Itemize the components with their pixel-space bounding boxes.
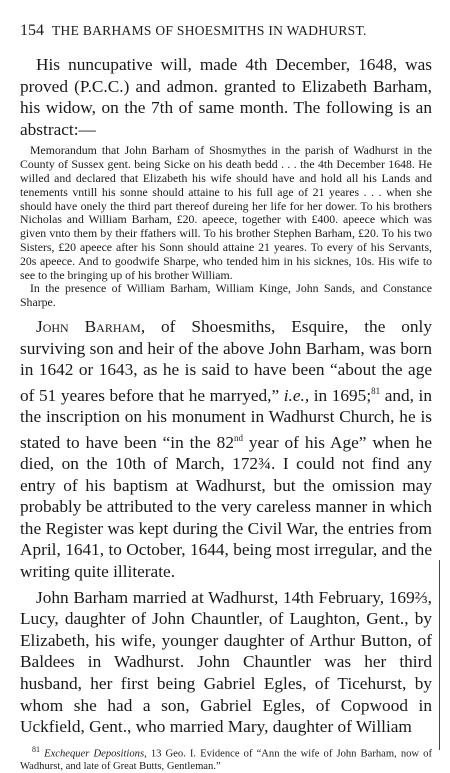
footnote-number: 81	[32, 744, 40, 754]
page-number: 154	[20, 22, 44, 39]
witnesses-note: In the presence of William Barham, William Kinge, John Sands, and Constance Sharpe.	[20, 281, 432, 310]
paragraph-will: His nuncupative will, made 4th December, 1648, was proved (P.C.C.) and admon. granted to Elizabeth Barham, his widow, on the 7th of same month. The following is an abstract:—	[20, 55, 432, 139]
footnote-source: Exchequer Depositions,	[44, 748, 147, 760]
footnote-reference: 81	[371, 385, 381, 396]
paragraph-john-barham: John Barham, of Shoesmiths, Esquire, the only surviving son and heir of the above John Barham, was born in 1642 or 1643, as he is said to have been “about the age of 51 yeares before that he marryed,” i.e., in 1695;$^{81}$ and, in the inscription on his monument in Wadhurst Church, he is stated to have been “in the 82nd year of his Age” when he died, on the 10th of March, 172¾. I could not find any entry of his baptism at Wadhurst, but the omission may probably be attributed to the very careless manner in which the Register was kept during the Civil War, the entries from April, 1641, to October, 1644, being most irregular, and the writing quite illiterate.	[20, 316, 432, 581]
person-name: John Barham,	[36, 316, 146, 336]
paragraph-marriage: John Barham married at Wadhurst, 14th February, 169⅔, Lucy, daughter of John Chauntler, of Laughton, Gent., by Elizabeth, his wife, younger daughter of Arthur Button, of Baldees in Wadhurst. John Chauntler was her third husband, her first being Gabriel Egles, of Ticehurst, by whom she had a son, Gabriel Egles, of Copwood in Uckfield, Gent., who married Mary, daughter of William	[20, 587, 432, 737]
running-header	[20, 22, 432, 40]
will-abstract: Memorandum that John Barham of Shosmythes in the parish of Wadhurst in the County of Sussex gent. being Sicke on his death bedd . . . the 4th December 1648. He willed and declared that Elizabeth his wife should have and hold all his Lands and tenements vntill his sonne should attaine to his full age of 21 yeares . . . when she should have onely the third part thereof dureing her life for her dower. To his brothers Nicholas and William Barham, £20. apeece, together with £400. apeece which was given vnto them by their ffathers will. To his brother Stephen Barham, £20. To his two Sisters, £20 apeece after his Sonn should attaine 21 yeares. To every of his Servants, 20s apeece. And to goodwife Sharpe, who tended him in his sicknes, 10s. His wife to see to the bringing up of his brother William.	[20, 143, 432, 282]
margin-rule	[439, 560, 440, 750]
footnote: $^{81}$ Exchequer Depositions, 13 Geo. I. Evidence of “Ann the wife of John Barham, now of Wadhurst, and late of Great Butts, Gentleman.”	[20, 744, 432, 772]
running-title: THE BARHAMS OF SHOESMITHS IN WADHURST.	[52, 23, 367, 38]
book-page	[20, 22, 432, 773]
